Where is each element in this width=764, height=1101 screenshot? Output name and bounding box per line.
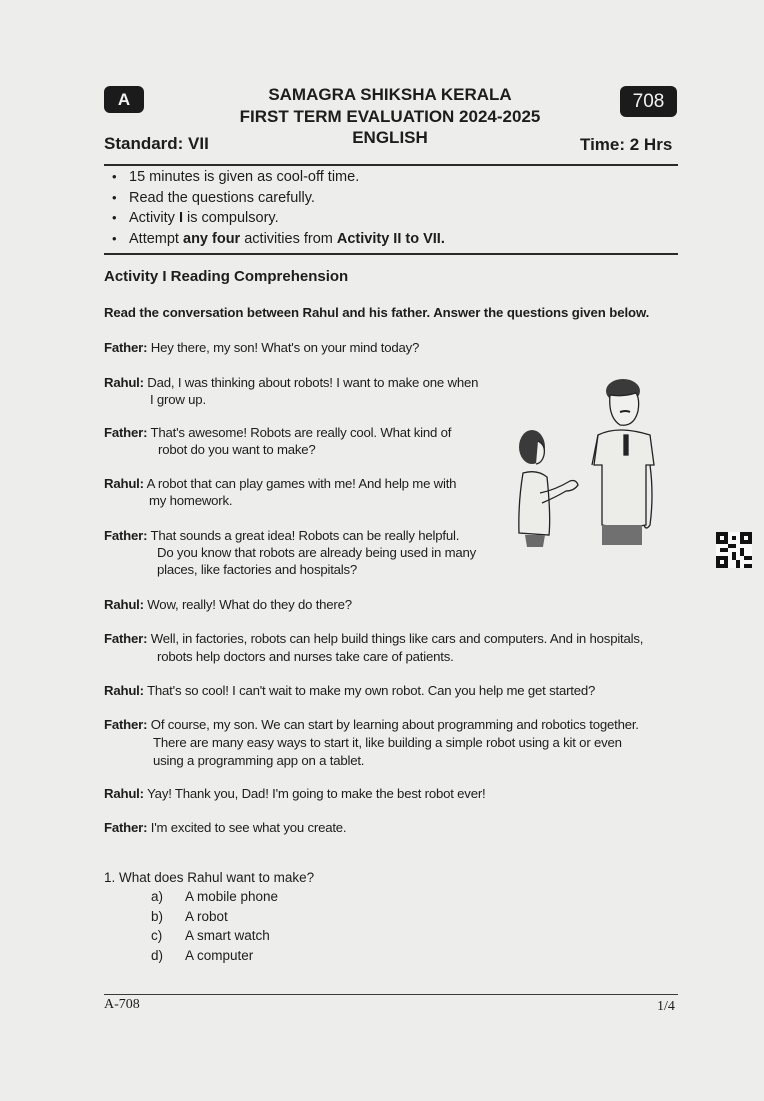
option-d: d) A computer <box>151 947 254 963</box>
exam-title: FIRST TERM EVALUATION 2024-2025 <box>239 107 541 126</box>
dialogue-turn: Rahul: A robot that can play games with me! And help me with my homework. <box>104 476 457 508</box>
question-1: 1. What does Rahul want to make? <box>104 870 315 885</box>
code-badge: 708 <box>620 86 677 117</box>
dialogue-turn: Father: That's awesome! Robots are really cool. What kind of robot do you want to make? <box>104 425 452 457</box>
option-b: b) A robot <box>151 908 228 924</box>
instruction-item: • Read the questions carefully. <box>112 188 445 209</box>
instructions-list <box>112 167 445 249</box>
dialogue-turn: Rahul: Wow, really! What do they do there? <box>104 597 352 612</box>
dialogue-turn: Rahul: That's so cool! I can't wait to make my own robot. Can you help me get started? <box>104 683 596 698</box>
qr-code-icon <box>716 532 752 568</box>
time-label: Time: 2 Hrs <box>580 135 673 154</box>
header-divider <box>104 164 678 166</box>
activity-instruction: Read the conversation between Rahul and his father. Answer the questions given below. <box>104 305 650 320</box>
instruction-item: • Attempt any four activities from Activity II to VII. <box>112 229 445 250</box>
dialogue-turn: Father: Hey there, my son! What's on your mind today? <box>104 340 420 355</box>
subject-title: ENGLISH <box>352 128 428 147</box>
dialogue-turn: Father: That sounds a great idea! Robots can be really helpful. Do you know that robots are already being used in many places, like factories and hospitals? <box>104 528 477 577</box>
footer-divider <box>104 994 678 995</box>
dialogue-turn: Father: Of course, my son. We can start by learning about programming and robotics together. There are many easy ways to start it, like building a simple robot using a kit or even using a programming app on a tablet. <box>104 717 639 768</box>
board-title: SAMAGRA SHIKSHA KERALA <box>268 85 512 104</box>
standard-label: Standard: VII <box>104 134 209 153</box>
set-badge: A <box>104 86 144 113</box>
dialogue-turn: Father: I'm excited to see what you create. <box>104 820 347 835</box>
instruction-item: • 15 minutes is given as cool-off time. <box>112 167 445 188</box>
activity-title: Activity I Reading Comprehension <box>104 268 349 285</box>
dialogue-turn: Rahul: Dad, I was thinking about robots! I want to make one when I grow up. <box>104 375 479 407</box>
dialogue-turn: Rahul: Yay! Thank you, Dad! I'm going to make the best robot ever! <box>104 786 486 801</box>
illustration-father-and-son <box>510 375 670 560</box>
dialogue-turn: Father: Well, in factories, robots can help build things like cars and computers. And in hospitals, robots help doctors and nurses take care of patients. <box>104 631 644 664</box>
question-1-options <box>151 887 278 965</box>
option-c: c) A smart watch <box>151 928 270 943</box>
footer-code: A-708 <box>104 997 140 1012</box>
instructions-divider <box>104 253 678 255</box>
instruction-item: • Activity I is compulsory. <box>112 208 445 229</box>
option-a: a) A mobile phone <box>151 889 279 904</box>
page-number: 1/4 <box>657 999 675 1014</box>
